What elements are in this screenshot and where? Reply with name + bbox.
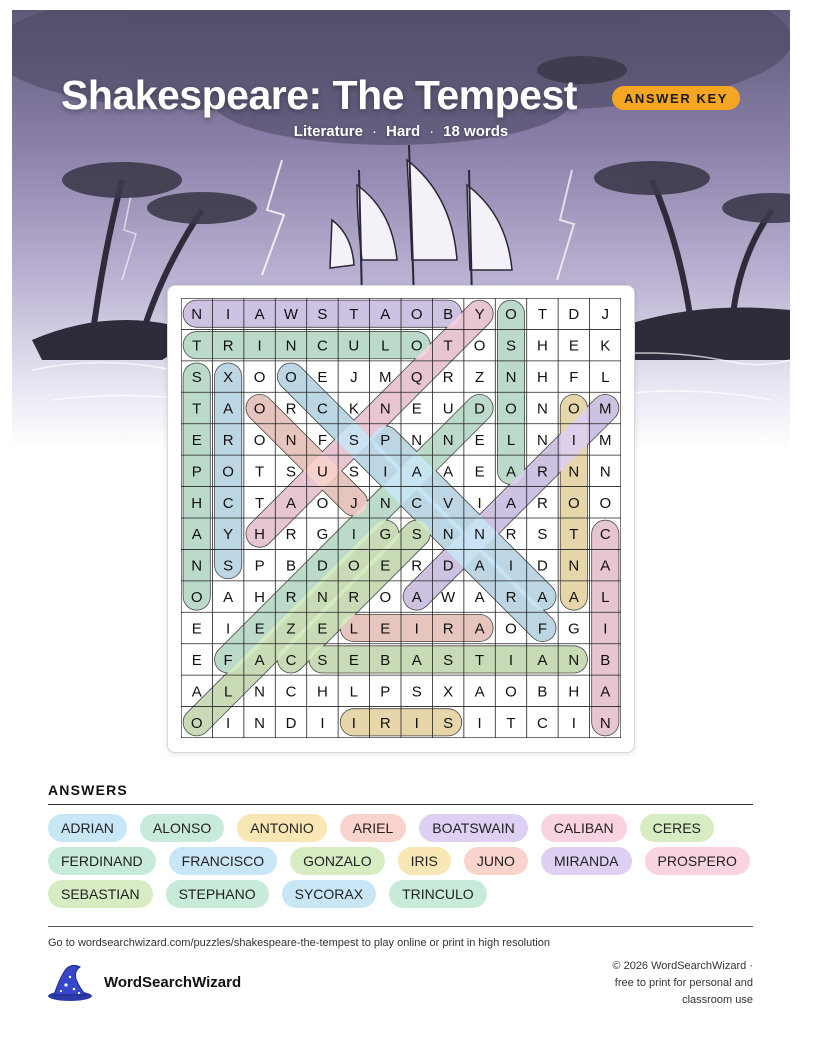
grid-letter: H xyxy=(254,526,265,544)
grid-letter: L xyxy=(506,431,516,449)
grid-letter: R xyxy=(285,589,297,607)
grid-letter: L xyxy=(349,620,359,638)
grid-letter: H xyxy=(537,337,548,355)
grid-letter: B xyxy=(600,651,611,669)
grid-letter: L xyxy=(601,369,610,387)
grid-letter: Z xyxy=(474,369,485,387)
answer-chip-caliban: CALIBAN xyxy=(541,814,627,842)
grid-letter: O xyxy=(505,306,517,324)
grid-letter: R xyxy=(411,557,423,575)
grid-letter: R xyxy=(285,400,297,418)
grid-letter: S xyxy=(285,463,297,481)
grid-letter: O xyxy=(253,431,266,449)
grid-letter: E xyxy=(191,620,202,638)
grid-letter: S xyxy=(223,557,234,575)
grid-letter: S xyxy=(443,714,454,732)
answer-chip-ariel: ARIEL xyxy=(340,814,406,842)
grid-letter: N xyxy=(442,431,454,449)
grid-letter: I xyxy=(226,620,231,638)
grid-letter: O xyxy=(410,306,423,324)
grid-letter: R xyxy=(537,494,548,512)
grid-letter: X xyxy=(443,683,454,701)
footer-divider xyxy=(48,926,753,927)
grid-letter: O xyxy=(190,714,203,732)
grid-letter: D xyxy=(537,557,548,575)
grid-letter: O xyxy=(505,683,517,701)
grid-letter: O xyxy=(410,337,423,355)
grid-letter: M xyxy=(379,369,392,387)
grid-letter: I xyxy=(414,620,419,638)
copyright-line: © 2026 WordSearchWizard · xyxy=(612,960,753,972)
answer-chip-prospero: PROSPERO xyxy=(645,847,750,875)
grid-letter: A xyxy=(600,683,611,701)
grid-letter: F xyxy=(569,369,579,387)
grid-letter: A xyxy=(191,683,202,701)
grid-letter: C xyxy=(222,494,234,512)
grid-letter: N xyxy=(599,463,611,481)
grid-letter: I xyxy=(508,557,514,575)
grid-letter: R xyxy=(442,369,454,387)
grid-letter: N xyxy=(191,306,203,324)
grid-letter: H xyxy=(254,589,265,607)
grid-letter: W xyxy=(283,306,299,324)
grid-letter: P xyxy=(254,557,265,575)
grid-letter: B xyxy=(380,651,391,669)
grid-letter: T xyxy=(349,306,359,324)
grid-letter: T xyxy=(474,651,485,669)
letter-grid xyxy=(181,298,621,738)
grid-letter: P xyxy=(191,463,202,481)
grid-letter: O xyxy=(505,620,517,638)
category-label: Literature xyxy=(293,123,363,140)
grid-letter: N xyxy=(568,651,580,669)
grid-letter: N xyxy=(505,369,517,387)
grid-letter: I xyxy=(508,651,514,669)
grid-letter: A xyxy=(505,463,517,481)
grid-letter: Y xyxy=(223,526,234,544)
grid-letter: I xyxy=(257,337,262,355)
grid-letter: N xyxy=(285,431,297,449)
grid-letter: O xyxy=(379,589,392,607)
grid-letter: M xyxy=(599,431,612,449)
grid-letter: E xyxy=(317,620,328,638)
grid-letter: I xyxy=(351,714,356,732)
grid-letter: Q xyxy=(410,369,423,387)
answer-chip-sycorax: SYCORAX xyxy=(282,880,376,908)
answer-chip-francisco: FRANCISCO xyxy=(169,847,277,875)
grid-letter: C xyxy=(285,651,297,669)
grid-letter: A xyxy=(223,400,234,418)
answers-divider xyxy=(48,804,753,805)
answer-chip-miranda: MIRANDA xyxy=(541,847,632,875)
grid-letter: A xyxy=(568,589,579,607)
grid-letter: N xyxy=(537,431,548,449)
grid-letter: P xyxy=(380,683,391,701)
grid-letter: I xyxy=(477,714,482,732)
grid-letter: O xyxy=(316,494,329,512)
grid-letter: N xyxy=(379,400,391,418)
grid-letter: E xyxy=(380,557,391,575)
grid-letter: S xyxy=(443,651,454,669)
grid-letter: R xyxy=(505,589,517,607)
answer-chip-juno: JUNO xyxy=(464,847,528,875)
grid-letter: K xyxy=(600,337,611,355)
grid-letter: A xyxy=(223,589,234,607)
grid-letter: N xyxy=(474,526,485,544)
grid-letter: F xyxy=(317,431,328,449)
grid-letter: O xyxy=(568,400,580,418)
answers-heading: ANSWERS xyxy=(48,782,128,798)
grid-letter: D xyxy=(317,557,328,575)
answer-chip-trinculo: TRINCULO xyxy=(389,880,487,908)
grid-letter: A xyxy=(443,463,454,481)
grid-letter: X xyxy=(223,369,234,387)
grid-letter: J xyxy=(350,494,358,512)
answer-chip-sebastian: SEBASTIAN xyxy=(48,880,153,908)
grid-letter: C xyxy=(599,526,611,544)
grid-letter: E xyxy=(568,337,579,355)
grid-letter: O xyxy=(285,369,297,387)
grid-letter: R xyxy=(537,463,548,481)
grid-letter: L xyxy=(349,683,359,701)
grid-letter: R xyxy=(222,337,234,355)
grid-letter: N xyxy=(599,714,611,732)
grid-letter: C xyxy=(537,714,548,732)
grid-letter: G xyxy=(316,526,329,544)
grid-letter: N xyxy=(379,494,391,512)
grid-letter: A xyxy=(191,526,202,544)
grid-letter: L xyxy=(223,683,233,701)
grid-letter: T xyxy=(192,337,202,355)
grid-letter: E xyxy=(317,369,328,387)
grid-letter: T xyxy=(254,463,265,481)
grid-letter: A xyxy=(474,557,485,575)
grid-letter: I xyxy=(320,714,325,732)
grid-letter: I xyxy=(351,526,356,544)
grid-letter: U xyxy=(442,400,454,418)
meta-separator: · xyxy=(429,123,435,140)
grid-letter: N xyxy=(254,683,265,701)
grid-letter: N xyxy=(285,337,297,355)
grid-letter: E xyxy=(411,400,422,418)
answer-chip-ceres: CERES xyxy=(640,814,714,842)
grid-letter: N xyxy=(442,526,454,544)
grid-letter: E xyxy=(254,620,265,638)
grid-letter: T xyxy=(192,400,202,418)
grid-letter: K xyxy=(348,400,359,418)
answer-chip-ferdinand: FERDINAND xyxy=(48,847,156,875)
grid-letter: A xyxy=(380,306,391,324)
grid-letter: N xyxy=(568,463,580,481)
grid-letter: E xyxy=(191,651,202,669)
grid-letter: N xyxy=(411,431,423,449)
grid-letter: B xyxy=(285,557,297,575)
grid-letter: Y xyxy=(474,306,485,324)
puzzle-title: Shakespeare: The Tempest xyxy=(61,72,577,118)
grid-letter: S xyxy=(317,651,328,669)
grid-letter: O xyxy=(348,557,360,575)
grid-letter: D xyxy=(568,306,580,324)
grid-letter: E xyxy=(474,463,485,481)
brand-name: WordSearchWizard xyxy=(104,974,242,991)
grid-letter: O xyxy=(253,369,266,387)
grid-letter: D xyxy=(442,557,454,575)
answer-chip-iris: IRIS xyxy=(398,847,451,875)
grid-letter: R xyxy=(222,431,234,449)
grid-letter: O xyxy=(190,589,203,607)
grid-letter: C xyxy=(317,400,328,418)
grid-letter: S xyxy=(348,463,359,481)
grid-letter: Z xyxy=(286,620,296,638)
grid-letter: C xyxy=(317,337,328,355)
grid-letter: O xyxy=(568,494,580,512)
grid-letter: I xyxy=(226,714,231,732)
grid-letter: D xyxy=(285,714,297,732)
grid-letter: L xyxy=(381,337,390,355)
grid-letter: E xyxy=(348,651,359,669)
answer-chip-adrian: ADRIAN xyxy=(48,814,127,842)
copyright-notice xyxy=(583,958,753,1009)
grid-letter: N xyxy=(568,557,580,575)
grid-letter: V xyxy=(443,494,454,512)
grid-letter: O xyxy=(473,337,486,355)
grid-letter: S xyxy=(411,683,422,701)
grid-letter: I xyxy=(603,620,608,638)
word-count-label: 18 words xyxy=(443,123,509,140)
answer-chip-boatswain: BOATSWAIN xyxy=(419,814,527,842)
puzzle-meta xyxy=(12,123,790,140)
grid-letter: O xyxy=(599,494,612,512)
grid-letter: N xyxy=(191,557,203,575)
grid-letter: C xyxy=(411,494,423,512)
grid-letter: M xyxy=(599,400,612,418)
copyright-line: classroom use xyxy=(682,994,753,1006)
grid-letter: J xyxy=(350,369,358,387)
grid-letter: A xyxy=(474,620,485,638)
grid-letter: I xyxy=(226,306,231,324)
grid-letter: N xyxy=(254,714,265,732)
grid-letter: A xyxy=(411,651,422,669)
grid-letter: I xyxy=(414,714,419,732)
grid-letter: C xyxy=(285,683,297,701)
grid-letter: A xyxy=(537,651,548,669)
grid-letter: R xyxy=(442,620,454,638)
copyright-line: free to print for personal and xyxy=(614,977,753,989)
grid-letter: A xyxy=(411,463,422,481)
grid-letter: U xyxy=(348,337,360,355)
answers-list xyxy=(48,814,758,908)
grid-letter: S xyxy=(317,306,328,324)
grid-letter: I xyxy=(571,431,576,449)
grid-letter: N xyxy=(317,589,328,607)
grid-letter: B xyxy=(537,683,548,701)
grid-letter: G xyxy=(379,526,392,544)
grid-letter: I xyxy=(383,463,388,481)
answer-key-badge: ANSWER KEY xyxy=(612,86,740,110)
grid-letter: T xyxy=(443,337,453,355)
grid-letter: R xyxy=(285,526,297,544)
grid-letter: R xyxy=(379,714,391,732)
grid-letter: D xyxy=(474,400,485,418)
answer-chip-gonzalo: GONZALO xyxy=(290,847,384,875)
meta-separator: · xyxy=(371,123,377,140)
grid-letter: P xyxy=(380,431,391,449)
grid-letter: S xyxy=(537,526,548,544)
grid-letter: B xyxy=(443,306,454,324)
grid-letter: E xyxy=(474,431,485,449)
grid-letter: H xyxy=(537,369,548,387)
grid-letter: I xyxy=(477,494,482,512)
grid-letter: A xyxy=(505,494,517,512)
grid-letter: O xyxy=(253,400,266,418)
grid-letter: F xyxy=(537,620,548,638)
grid-letter: H xyxy=(317,683,328,701)
answer-chip-stephano: STEPHANO xyxy=(166,880,269,908)
grid-letter: A xyxy=(285,494,297,512)
grid-letter: F xyxy=(223,651,233,669)
grid-letter: E xyxy=(191,431,202,449)
grid-letter: N xyxy=(537,400,548,418)
answer-chip-alonso: ALONSO xyxy=(140,814,224,842)
grid-letter: S xyxy=(505,337,517,355)
grid-letter: A xyxy=(411,589,422,607)
grid-letter: S xyxy=(411,526,422,544)
grid-letter: H xyxy=(191,494,203,512)
footer-url-text: Go to wordsearchwizard.com/puzzles/shakespeare-the-tempest to play online or print in high resolution xyxy=(48,937,550,949)
grid-letter: S xyxy=(348,431,359,449)
grid-letter: S xyxy=(191,369,202,387)
wizard-hat-icon xyxy=(46,963,94,1003)
grid-letter: G xyxy=(568,620,580,638)
grid-letter: W xyxy=(441,589,456,607)
grid-letter: R xyxy=(348,589,360,607)
grid-letter: R xyxy=(505,526,517,544)
grid-letter: T xyxy=(254,494,265,512)
grid-letter: O xyxy=(222,463,234,481)
grid-letter: A xyxy=(537,589,548,607)
grid-letter: A xyxy=(600,557,611,575)
grid-letter: T xyxy=(569,526,579,544)
grid-letter: T xyxy=(506,714,516,732)
grid-letter: J xyxy=(601,306,610,324)
grid-letter: A xyxy=(254,306,265,324)
grid-letter: A xyxy=(474,683,485,701)
grid-letter: I xyxy=(571,714,576,732)
grid-letter: U xyxy=(317,463,328,481)
grid-letter: O xyxy=(505,400,517,418)
grid-letter: T xyxy=(537,306,548,324)
grid-letter: L xyxy=(601,589,610,607)
grid-letter: A xyxy=(474,589,485,607)
difficulty-label: Hard xyxy=(385,123,421,140)
grid-letter: H xyxy=(568,683,580,701)
grid-letter: E xyxy=(380,620,391,638)
grid-letter: A xyxy=(254,651,265,669)
answer-chip-antonio: ANTONIO xyxy=(237,814,327,842)
